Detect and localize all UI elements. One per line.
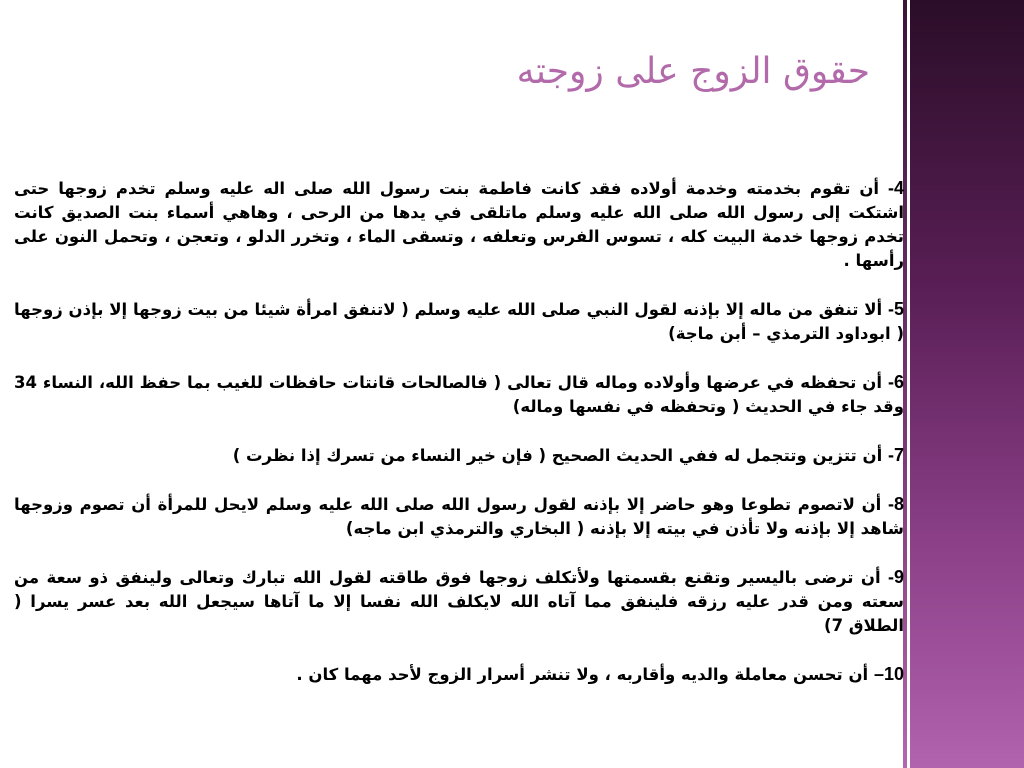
paragraph-7 [14,443,904,468]
paragraph-number: 10– [873,664,904,684]
paragraph-text: أن تقوم بخدمته وخدمة أولاده فقد كانت فاطمة بنت رسول الله صلى اله عليه وسلم تخدم زوجها حتى اشتكت إلى رسول الله صلى الله عليه وسلم ماتلقى في يدها من الرحى ، وهاهي أسماء بنت الصديق كانت تخدم زوجها خدمة البيت كله ، تسوس الفرس وتعلفه ، وتسقى الماء ، وتخرر الدلو ، وتعجن ، وتحمل النون على رأسها . [14,179,904,270]
paragraph-text: أن ترضى باليسير وتقنع بقسمتها ولأتكلف زوجها فوق طاقته لقول الله تبارك وتعالى ولينفق ذو سعة من سعته ومن قدر عليه رزقه فلينفق مما آتاه الله لايكلف الله نفسا إلا ما آتاها سيجعل الله بعد عسر يسرا ( الطلاق 7) [14,568,904,635]
paragraph-text: أن لاتصوم تطوعا وهو حاضر إلا بإذنه لقول رسول الله صلى الله عليه وسلم لايحل للمرأة أن تصوم وزوجها شاهد إلا بإذنه ولا تأذن في بيته إلا بإذنه ( البخاري والترمذي ابن ماجه) [14,495,904,538]
paragraph-10 [14,662,904,687]
paragraph-4 [14,176,904,273]
paragraph-text: أن تتزين وتتجمل له ففي الحديث الصحيح ( فإن خير النساء من تسرك إذا نظرت ) [232,446,888,465]
slide-title: حقوق الزوج على زوجته [516,51,870,92]
paragraph-number: 9- [887,567,904,587]
paragraph-number: 5- [887,299,904,319]
slide-body [14,176,904,687]
paragraph-number: 6- [887,372,904,392]
paragraph-number: 7- [887,445,904,465]
paragraph-text: أن تحفظه في عرضها وأولاده وماله قال تعالى ( فالصالحات قانتات حافظات للغيب بما حفظ الله، النساء 34 وقد جاء في الحديث ( وتحفظه في نفسها وماله) [14,373,904,416]
decorative-side-band [910,0,1024,768]
paragraph-8 [14,492,904,541]
paragraph-number: 4- [887,178,904,198]
paragraph-number: 8- [887,494,904,514]
paragraph-text: أن تحسن معاملة والديه وأقاربه ، ولا تنشر أسرار الزوج لأحد مهما كان . [296,665,874,684]
paragraph-9 [14,565,904,638]
paragraph-text: ألا تنفق من ماله إلا بإذنه لقول النبي صلى الله عليه وسلم ( لاتنفق امرأة شيئا من بيت زوجها إلا بإذن زوجها ( ابوداود الترمذي – أبن ماجة) [14,300,904,343]
paragraph-5 [14,297,904,346]
paragraph-6 [14,370,904,419]
